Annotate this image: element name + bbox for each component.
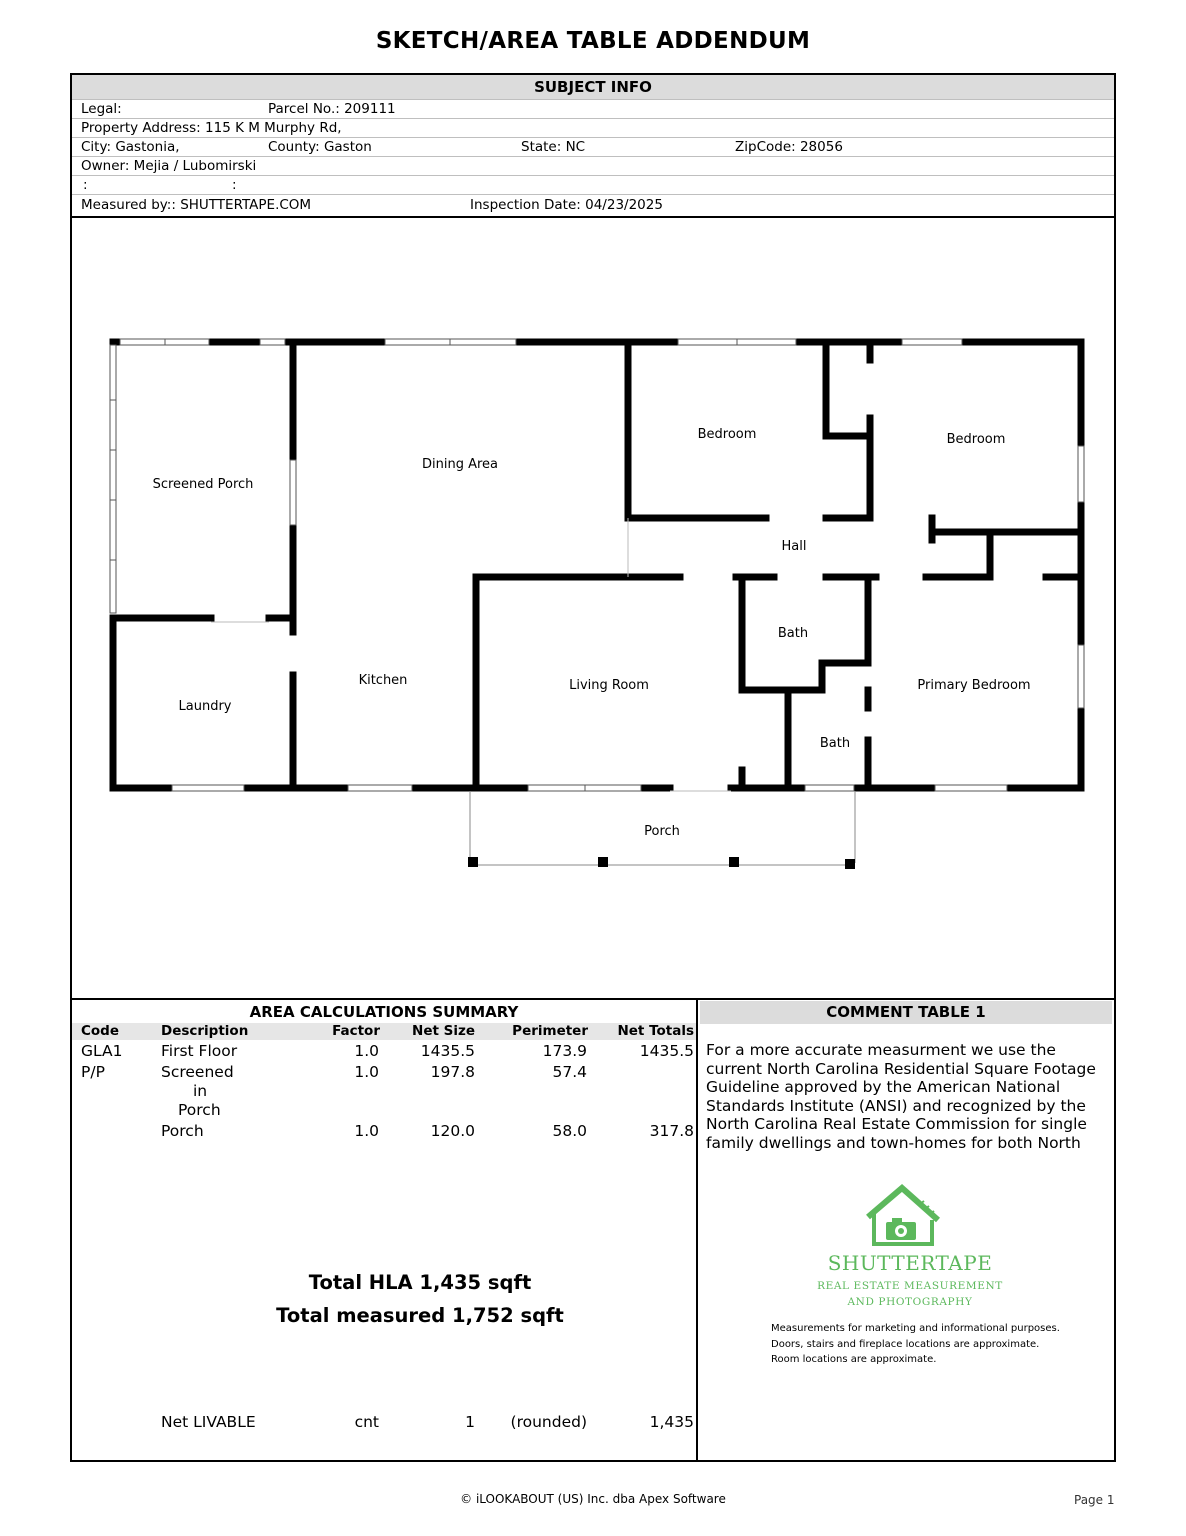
room-label-kitchen: Kitchen: [358, 673, 408, 688]
table-cell-factor: 1.0: [354, 1063, 379, 1081]
table-cell-description: in: [193, 1082, 208, 1100]
document-title: SKETCH/AREA TABLE ADDENDUM: [375, 28, 811, 54]
comment-line: For a more accurate measurment we use the: [706, 1041, 1056, 1059]
table-cell-factor: 1.0: [354, 1122, 379, 1140]
comment-line: Standards Institute (ANSI) and recognized by the: [706, 1096, 1086, 1115]
net-livable-value: 1,435: [649, 1413, 694, 1431]
room-label-laundry: Laundry: [178, 699, 232, 714]
column-header-description: Description: [161, 1023, 249, 1039]
room-label-primary-bedroom: Primary Bedroom: [917, 678, 1031, 693]
table-cell-description: Porch: [178, 1101, 221, 1119]
windows: [110, 339, 1084, 791]
table-cell-description: First Floor: [161, 1042, 238, 1060]
table-cell-perimeter: 57.4: [552, 1063, 587, 1081]
table-cell-factor: 1.0: [354, 1042, 379, 1060]
disclaimer-line: Room locations are approximate.: [771, 1354, 937, 1365]
blank-field: :: [83, 177, 88, 193]
county-field: County: Gaston: [268, 139, 372, 155]
room-label-bedroom: Bedroom: [697, 427, 757, 442]
blank-field: :: [232, 177, 237, 193]
net-livable-cnt: cnt: [354, 1413, 379, 1431]
room-label-hall: Hall: [781, 539, 807, 554]
measured-by: Measured by:: SHUTTERTAPE.COM: [81, 197, 312, 213]
room-label-screened-porch: Screened Porch: [152, 477, 254, 492]
table-cell-perimeter: 58.0: [552, 1122, 587, 1140]
column-header-factor: Factor: [332, 1023, 380, 1039]
room-label-bath: Bath: [777, 626, 809, 641]
table-cell-code: P/P: [81, 1063, 105, 1081]
openings: [211, 518, 731, 791]
house-camera-logo-icon: [862, 1184, 944, 1250]
table-cell-net-totals: 317.8: [649, 1122, 694, 1140]
logo-brand: SHUTTERTAPE: [827, 1251, 993, 1275]
inspection-date: Inspection Date: 04/23/2025: [470, 197, 663, 213]
comment-line: North Carolina Real Estate Commission for single: [706, 1115, 1087, 1134]
table-cell-description: Porch: [161, 1122, 204, 1140]
column-header-net-totals: Net Totals: [617, 1023, 694, 1039]
comment-line: Guideline approved by the American National: [706, 1078, 1061, 1097]
net-livable-label: Net LIVABLE: [161, 1413, 256, 1431]
logo-tagline: AND PHOTOGRAPHY: [847, 1296, 973, 1308]
comment-text: [706, 1041, 1110, 1153]
disclaimer-line: Measurements for marketing and informational purposes.: [771, 1323, 1060, 1334]
parcel-number: Parcel No.: 209111: [268, 101, 396, 117]
zip-field: ZipCode: 28056: [735, 139, 843, 155]
comment-line: current North Carolina Residential Square Footage: [706, 1059, 1096, 1078]
net-livable-count: 1: [465, 1413, 475, 1431]
column-header-code: Code: [81, 1023, 120, 1039]
table-cell-perimeter: 173.9: [542, 1042, 587, 1060]
page-number: Page 1: [1074, 1493, 1115, 1507]
subject-info-header: SUBJECT INFO: [72, 75, 1114, 99]
comment-table-header: COMMENT TABLE 1: [700, 1001, 1112, 1024]
column-header-perimeter: Perimeter: [512, 1023, 588, 1039]
room-label-dining-area: Dining Area: [421, 457, 499, 472]
table-cell-code: GLA1: [81, 1042, 123, 1060]
legal-field: Legal:: [81, 101, 122, 117]
table-cell-net-size: 1435.5: [420, 1042, 475, 1060]
room-label-porch: Porch: [644, 824, 680, 839]
comment-line: family dwellings and town-homes for both North: [706, 1133, 1081, 1152]
column-header-net-size: Net Size: [412, 1023, 475, 1039]
state-field: State: NC: [521, 139, 586, 155]
room-label-bedroom: Bedroom: [946, 432, 1006, 447]
window-mullions: [110, 339, 737, 791]
column-divider: [696, 998, 698, 1462]
total-measured: Total measured 1,752 sqft: [276, 1304, 564, 1327]
net-livable-rounded: (rounded): [510, 1413, 587, 1431]
walls: [113, 342, 1081, 788]
owner-field: Owner: Mejia / Lubomirski: [81, 158, 257, 174]
table-cell-net-totals: 1435.5: [639, 1042, 694, 1060]
logo-tagline: REAL ESTATE MEASUREMENT: [817, 1280, 1003, 1292]
city-field: City: Gastonia,: [81, 139, 180, 155]
table-cell-net-size: 120.0: [430, 1122, 475, 1140]
property-address: Property Address: 115 K M Murphy Rd,: [81, 120, 342, 136]
section-divider: [72, 998, 1114, 1000]
room-label-living-room: Living Room: [569, 678, 649, 693]
total-hla: Total HLA 1,435 sqft: [308, 1271, 532, 1294]
room-label-bath: Bath: [819, 736, 851, 751]
table-cell-net-size: 197.8: [430, 1063, 475, 1081]
area-summary-header: AREA CALCULATIONS SUMMARY: [72, 1001, 696, 1023]
table-cell-description: Screened: [161, 1063, 234, 1081]
disclaimer-line: Doors, stairs and fireplace locations are approximate.: [771, 1339, 1040, 1350]
footer-copyright: © iLOOKABOUT (US) Inc. dba Apex Software: [460, 1492, 726, 1506]
